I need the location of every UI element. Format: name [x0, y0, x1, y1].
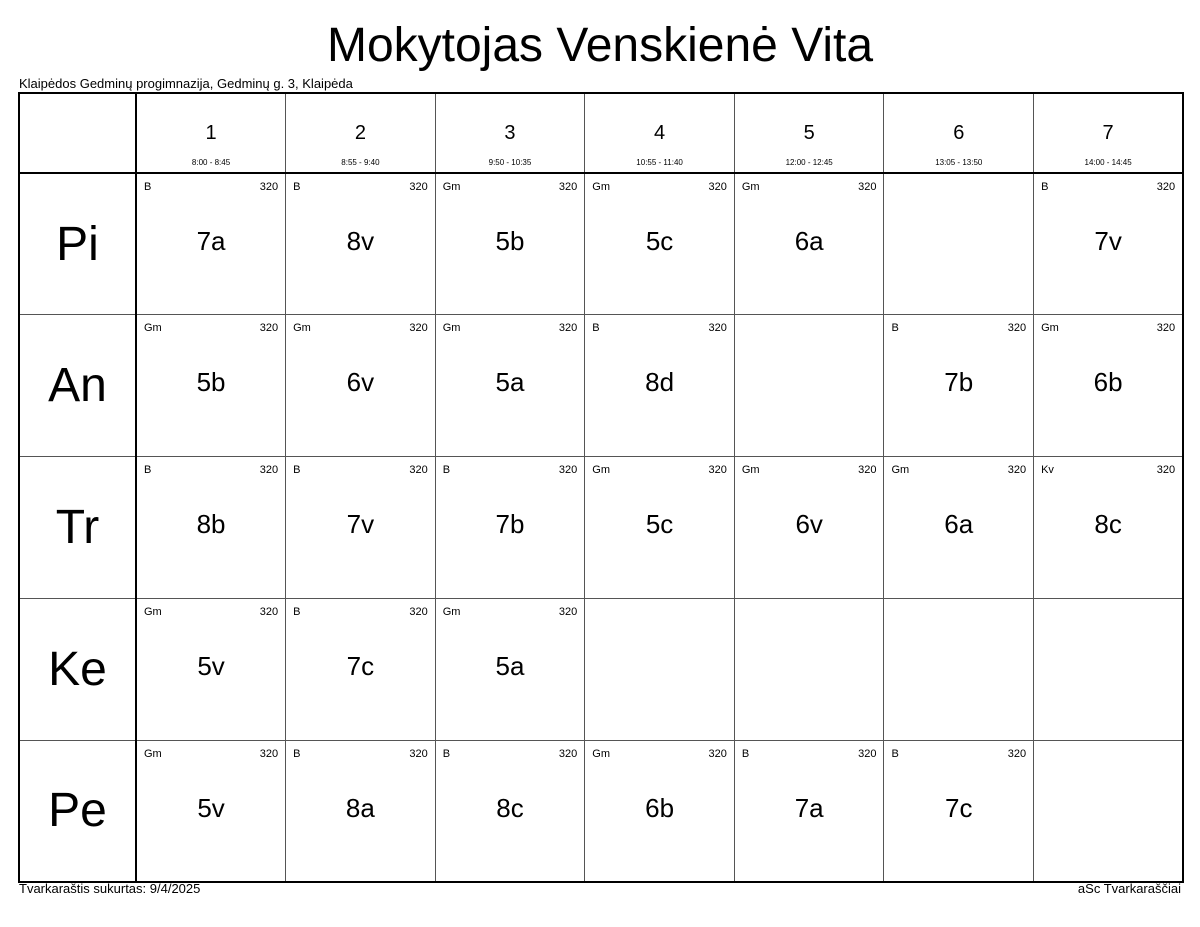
software-brand: aSc Tvarkaraščiai: [1077, 881, 1181, 896]
lesson-cell: [435, 457, 585, 599]
lesson-class: 5a: [495, 650, 525, 681]
lesson-class: 8v: [346, 226, 375, 256]
lesson-group: Gm: [741, 181, 760, 193]
lesson-cell: [734, 598, 884, 740]
lesson-group: B: [891, 747, 899, 760]
period-number: 4: [654, 122, 666, 144]
lesson-class: 7c: [346, 650, 375, 681]
day-row: [19, 173, 1183, 315]
period-header: [136, 93, 286, 173]
lesson-room: 320: [858, 747, 877, 760]
period-number: 3: [504, 122, 516, 144]
lesson-room: 320: [1007, 464, 1027, 477]
lesson-class: 5c: [645, 509, 674, 540]
lesson-group: B: [741, 747, 750, 760]
lesson-group: B: [592, 322, 600, 335]
period-header: [435, 93, 585, 173]
period-number: 1: [205, 122, 217, 144]
lesson-group: Gm: [442, 322, 461, 335]
lesson-group: Gm: [442, 181, 461, 193]
lesson-class: 5b: [196, 367, 226, 398]
day-label: Pi: [19, 173, 136, 315]
lesson-cell: [1034, 457, 1184, 599]
lesson-cell: [136, 598, 286, 740]
lesson-group: Gm: [442, 605, 461, 618]
lesson-room: 320: [409, 181, 428, 193]
lesson-room: 320: [708, 464, 727, 477]
lesson-cell: [136, 315, 286, 457]
lesson-cell: [585, 598, 735, 740]
lesson-room: 320: [708, 322, 727, 335]
lesson-room: 320: [259, 464, 279, 477]
lesson-class: 7c: [945, 792, 973, 823]
lesson-room: 320: [259, 605, 279, 618]
lesson-group: Kv: [1041, 464, 1054, 477]
lesson-group: Gm: [144, 747, 162, 760]
lesson-group: B: [442, 747, 451, 760]
lesson-group: Gm: [592, 464, 611, 477]
lesson-cell: [136, 740, 286, 882]
lesson-cell: [435, 598, 585, 740]
lesson-room: 320: [409, 747, 428, 760]
lesson-class: 7v: [1094, 226, 1122, 256]
lesson-class: 6v: [346, 367, 375, 398]
created-date: Tvarkaraštis sukurtas: 9/4/2025: [19, 881, 201, 896]
lesson-cell: [884, 315, 1034, 457]
period-time: 10:55 - 11:40: [636, 158, 683, 167]
lesson-class: 7a: [794, 792, 824, 823]
period-number: 2: [354, 122, 366, 144]
lesson-cell: [585, 315, 735, 457]
day-row: [19, 457, 1183, 599]
lesson-cell: [734, 740, 884, 882]
lesson-group: Gm: [144, 605, 162, 618]
lesson-cell: [884, 740, 1034, 882]
lesson-room: 320: [1156, 181, 1176, 193]
lesson-class: 6b: [1093, 367, 1123, 398]
lesson-class: 5b: [495, 226, 525, 256]
page-title: Mokytojas Venskienė Vita: [326, 19, 874, 72]
lesson-room: 320: [1156, 322, 1176, 335]
lesson-room: 320: [259, 181, 279, 193]
lesson-cell: [1034, 315, 1184, 457]
lesson-class: 6a: [944, 509, 974, 540]
period-time: 13:05 - 13:50: [935, 158, 983, 167]
lesson-cell: [435, 740, 585, 882]
lesson-class: 6b: [645, 792, 675, 823]
lesson-room: 320: [1007, 747, 1027, 760]
period-header: [734, 93, 884, 173]
lesson-group: B: [144, 464, 152, 477]
day-label: An: [19, 315, 136, 457]
period-header-row: [19, 93, 1183, 173]
period-time: 14:00 - 14:45: [1084, 158, 1132, 167]
day-label: Tr: [19, 457, 136, 599]
lesson-group: Gm: [592, 747, 611, 760]
lesson-cell: [136, 457, 286, 599]
lesson-room: 320: [858, 181, 877, 193]
lesson-cell: [286, 598, 436, 740]
lesson-cell: [585, 457, 735, 599]
lesson-cell: [585, 173, 735, 315]
lesson-cell: [1034, 598, 1184, 740]
lesson-class: 8d: [645, 367, 675, 398]
period-header: [286, 93, 436, 173]
lesson-room: 320: [708, 181, 727, 193]
lesson-group: Gm: [891, 464, 910, 477]
lesson-class: 8c: [496, 792, 524, 823]
lesson-cell: [286, 173, 436, 315]
period-time: 9:50 - 10:35: [488, 158, 532, 167]
lesson-class: 5v: [197, 650, 225, 681]
day-row: [19, 740, 1183, 882]
lesson-group: B: [293, 747, 301, 760]
lesson-class: 5a: [495, 367, 525, 398]
day-label: Pe: [19, 740, 136, 882]
lesson-class: 8a: [345, 792, 375, 823]
lesson-cell: [286, 740, 436, 882]
period-header: [884, 93, 1034, 173]
lesson-cell: [286, 457, 436, 599]
lesson-room: 320: [558, 747, 578, 760]
lesson-class: 7b: [495, 509, 525, 540]
lesson-class: 5v: [197, 792, 225, 823]
lesson-group: Gm: [293, 322, 311, 335]
lesson-room: 320: [1156, 464, 1176, 477]
lesson-group: B: [442, 464, 451, 477]
lesson-group: B: [1041, 181, 1049, 193]
period-header: [585, 93, 735, 173]
day-label: Ke: [19, 598, 136, 740]
period-number: 7: [1102, 122, 1114, 144]
lesson-room: 320: [1007, 322, 1027, 335]
period-time: 12:00 - 12:45: [785, 158, 833, 167]
lesson-cell: [1034, 740, 1184, 882]
lesson-group: B: [144, 181, 152, 193]
lesson-group: B: [293, 181, 301, 193]
lesson-room: 320: [409, 322, 428, 335]
lesson-group: Gm: [741, 464, 760, 477]
lesson-group: B: [293, 464, 301, 477]
lesson-class: 7b: [944, 367, 974, 398]
lesson-cell: [136, 173, 286, 315]
lesson-room: 320: [409, 464, 428, 477]
lesson-room: 320: [259, 747, 279, 760]
lesson-cell: [734, 173, 884, 315]
lesson-group: Gm: [592, 181, 611, 193]
school-address: Klaipėdos Gedminų progimnazija, Gedminų g. 3, Klaipėda: [19, 76, 353, 91]
lesson-class: 7v: [346, 509, 375, 540]
lesson-group: B: [891, 322, 899, 335]
lesson-cell: [734, 315, 884, 457]
lesson-cell: [884, 457, 1034, 599]
period-header: [1034, 93, 1184, 173]
lesson-cell: [884, 598, 1034, 740]
lesson-cell: [286, 315, 436, 457]
lesson-room: 320: [558, 181, 578, 193]
timetable: [18, 92, 1184, 883]
period-time: 8:00 - 8:45: [191, 158, 231, 167]
lesson-group: B: [293, 605, 301, 618]
lesson-room: 320: [858, 464, 877, 477]
corner-cell: [19, 93, 136, 173]
lesson-room: 320: [259, 322, 279, 335]
period-time: 8:55 - 9:40: [341, 158, 380, 167]
lesson-class: 8b: [196, 509, 226, 540]
lesson-class: 6a: [794, 226, 824, 256]
lesson-cell: [435, 173, 585, 315]
day-row: [19, 598, 1183, 740]
lesson-room: 320: [558, 464, 578, 477]
lesson-room: 320: [558, 322, 578, 335]
lesson-class: 7a: [196, 226, 226, 256]
lesson-room: 320: [558, 605, 578, 618]
lesson-group: Gm: [144, 322, 162, 335]
lesson-class: 8c: [1094, 509, 1122, 540]
lesson-cell: [585, 740, 735, 882]
day-row: [19, 315, 1183, 457]
lesson-room: 320: [708, 747, 727, 760]
lesson-class: 6v: [795, 509, 823, 540]
lesson-cell: [884, 173, 1034, 315]
lesson-cell: [734, 457, 884, 599]
period-number: 6: [953, 122, 965, 144]
lesson-cell: [435, 315, 585, 457]
period-number: 5: [803, 122, 815, 144]
lesson-class: 5c: [645, 226, 674, 256]
lesson-cell: [1034, 173, 1184, 315]
lesson-room: 320: [409, 605, 428, 618]
lesson-group: Gm: [1041, 322, 1059, 335]
